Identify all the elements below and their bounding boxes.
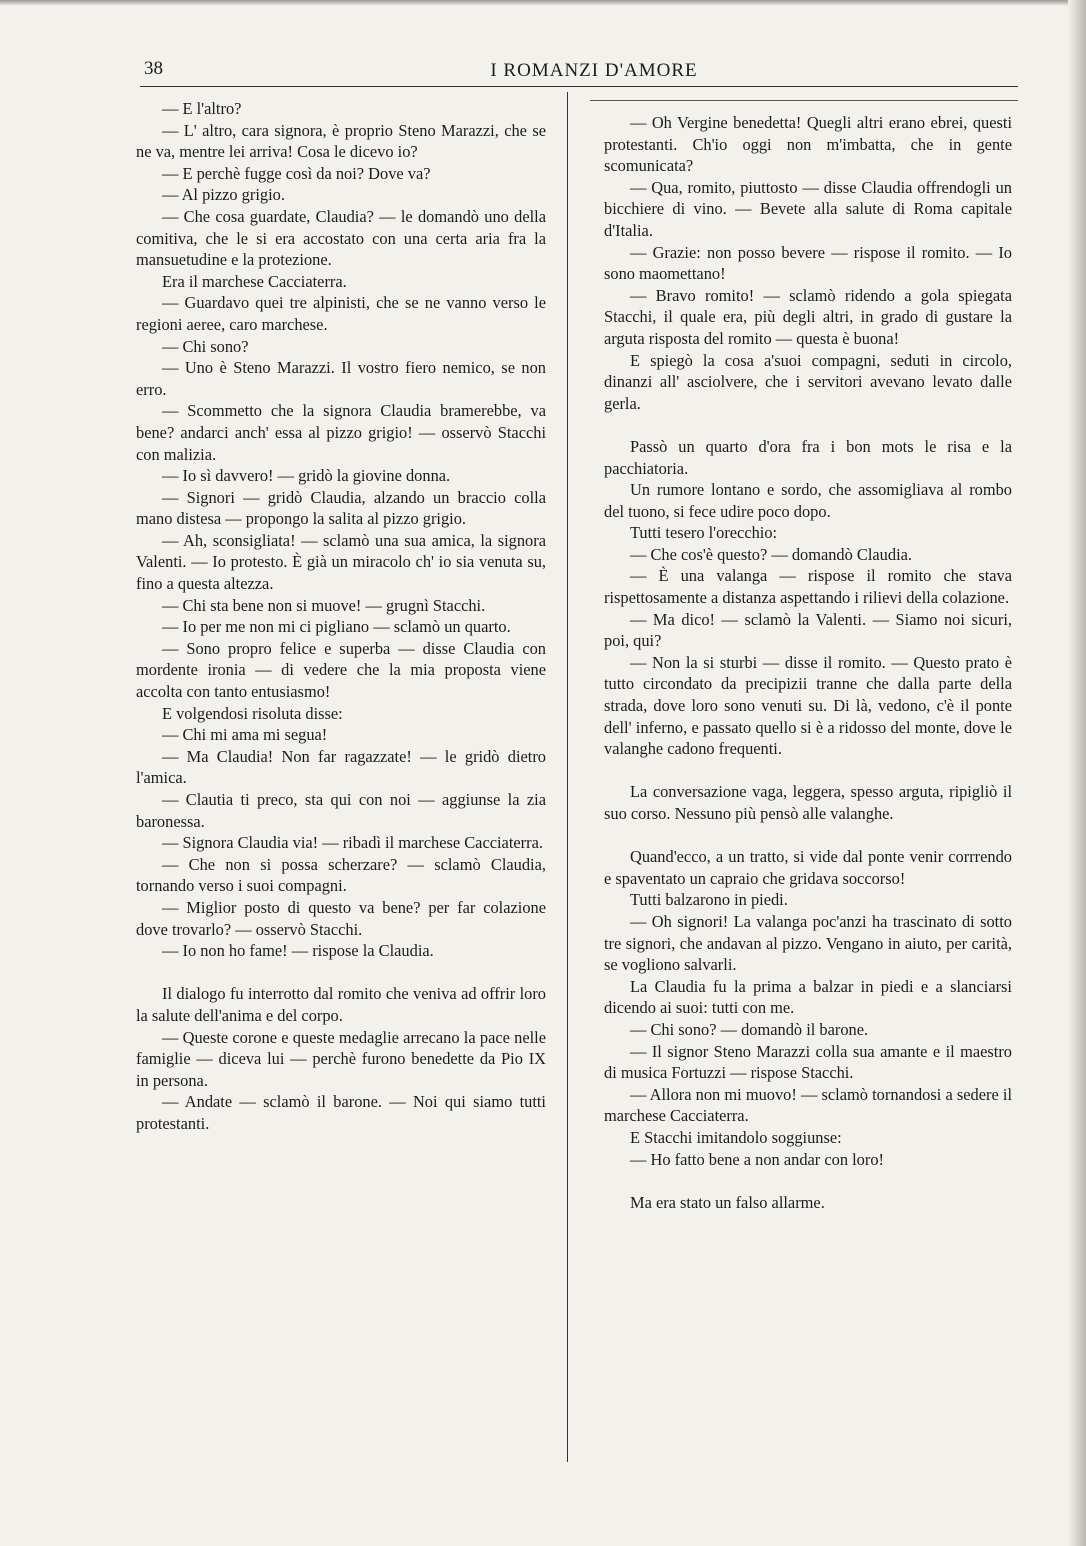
paragraph: — Chi sono? — domandò il barone. [630,1019,869,1039]
paragraph: — Signora Claudia via! — ribadì il marchese Cacciaterra. [162,833,543,853]
paragraph: — Guardavo quei tre alpinisti, che se ne vanno verso le regioni aeree, caro marchese. [136,293,546,334]
right-column [604,112,1012,1213]
paragraph: E Stacchi imitandolo soggiunse: [630,1127,842,1147]
page-header [140,54,1018,88]
page-number: 38 [144,58,163,79]
paragraph: — Che non si possa scherzare? — sclamò Claudia, tornando verso i suoi compagni. [136,854,546,896]
page-edge-shadow-right [1068,0,1086,1546]
paragraph: — Qua, romito, piuttosto — disse Claudia offrendogli un bicchiere di vino. — Bevete alla salute di Roma capitale d'Italia. [604,177,1012,240]
paragraph: — Io non ho fame! — rispose la Claudia. [162,941,434,961]
paragraph: — Ho fatto bene a non andar con loro! [630,1149,884,1169]
paragraph: — Clautia ti preco, sta qui con noi — aggiunse la zia baronessa. [136,790,546,831]
column-divider [567,92,568,1462]
page-edge-shadow [0,0,1086,6]
paragraph: — È una valanga — rispose il romito che stava rispettosamente a distanza aspettando i rilievi della colazione. [604,566,1012,608]
left-column [136,98,546,1135]
paragraph: — Oh signori! La valanga poc'anzi ha trascinato di sotto tre signori, che andavan al pizzo. Vengano in aiuto, per carità, se vogliono salvarli. [604,911,1012,975]
header-rule [140,86,1018,87]
paragraph: — Signori — gridò Claudia, alzando un braccio colla mano distesa — propongo la salita al pizzo grigio. [136,487,546,529]
paragraph: E spiegò la cosa a'suoi compagni, seduti in circolo, dinanzi all' asciolvere, che i servitori avevano levato dalle gerla. [604,350,1012,413]
paragraph: Il dialogo fu interrotto dal romito che veniva ad offrir loro la salute dell'anima e del corpo. [136,984,546,1025]
paragraph: — Non la si sturbi — disse il romito. — Questo prato è tutto circondato da precipizii tranne che dalla parte della strada, dove loro sono venuti su. Di là, vedono, c'è il ponte dell' inferno, e passato quello si è a ridosso del monte, dove le valanghe cadono frequenti. [604,652,1012,759]
paragraph: — Al pizzo grigio. [162,185,285,205]
paragraph: — Chi sono? [162,336,249,356]
paragraph: Un rumore lontano e sordo, che assomigliava al rombo del tuono, si fece udire poco dopo. [604,480,1012,521]
paragraph: — E l'altro? [162,99,242,118]
paragraph: — Che cosa guardate, Claudia? — le domandò uno della comitiva, che le si era accostato con una certa aria fra la mansuetudine e la protezione. [136,206,546,270]
running-title: I ROMANZI D'AMORE [490,60,698,81]
paragraph: — Oh Vergine benedetta! Quegli altri erano ebrei, questi protestanti. Ch'io oggi non m'imbatta, che in gente scomunicata? [604,113,1012,176]
paragraph: — Chi mi ama mi segua! [162,725,328,745]
paragraph: E volgendosi risoluta disse: [162,703,343,723]
paragraph: — Io per me non mi ci pigliano — sclamò un quarto. [162,617,511,637]
paragraph: — Chi sta bene non si muove! — grugnì Stacchi. [162,595,486,615]
paragraph: — Io sì davvero! — gridò la giovine donna. [162,466,451,486]
paragraph: — Ma dico! — sclamò la Valenti. — Siamo noi sicuri, poi, qui? [604,609,1012,651]
paragraph: — E perchè fugge così da noi? Dove va? [162,163,431,183]
paragraph: — Bravo romito! — sclamò ridendo a gola spiegata Stacchi, il quale era, più degli altri, in grado di gustare la arguta risposta del romito — questa è buona! [604,285,1012,348]
paragraph: Tutti balzarono in piedi. [630,890,788,910]
paragraph: Tutti tesero l'orecchio: [630,523,778,543]
paragraph: — Queste corone e queste medaglie arrecano la pace nelle famiglie — diceva lui — perchè furono benedette da Pio IX in persona. [136,1027,546,1090]
paragraph: Quand'ecco, a un tratto, si vide dal ponte venir corrrendo e spaventato un capraio che gridava soccorso! [604,847,1012,888]
paragraph: — Allora non mi muovo! — sclamò tornandosi a sedere il marchese Cacciaterra. [604,1084,1012,1126]
paragraph: La Claudia fu la prima a balzar in piedi e a slanciarsi dicendo ai suoi: tutti con me. [604,976,1012,1018]
paragraph: — Uno è Steno Marazzi. Il vostro fiero nemico, se non erro. [136,358,546,399]
paragraph: La conversazione vaga, leggera, spesso arguta, ripigliò il suo corso. Nessuno più pensò alle valanghe. [604,782,1012,823]
paragraph: — Ah, sconsigliata! — sclamò una sua amica, la signora Valenti. — Io protesto. È già un miracolo ch' io sia venuta su, fino a questa altezza. [136,530,546,594]
paragraph: — Grazie: non posso bevere — rispose il romito. — Io sono maomettano! [604,242,1012,284]
header-rule-right [590,100,1018,101]
paragraph: — Ma Claudia! Non far ragazzate! — le gridò dietro l'amica. [136,746,546,788]
paragraph: Era il marchese Cacciaterra. [162,271,347,291]
paragraph: — L' altro, cara signora, è proprio Steno Marazzi, che se ne va, mentre lei arriva! Cosa le dicevo io? [136,120,546,162]
paragraph: — Andate — sclamò il barone. — Noi qui siamo tutti protestanti. [136,1092,546,1133]
paragraph: — Che cos'è questo? — domandò Claudia. [630,544,912,564]
paragraph: Passò un quarto d'ora fra i bon mots le risa e la pacchiatoria. [604,436,1012,478]
paragraph: Ma era stato un falso allarme. [630,1192,825,1212]
paragraph: — Scommetto che la signora Claudia bramerebbe, va bene? andarci anch' essa al pizzo grigio! — osservò Stacchi con malizia. [136,401,546,464]
paragraph: — Sono propro felice e superba — disse Claudia con mordente ironia — di vedere che la mia proposta viene accolta con tanto entusiasmo! [136,638,546,702]
paragraph: — Miglior posto di questo va bene? per far colazione dove trovarlo? — osservò Stacchi. [136,897,546,939]
paragraph: — Il signor Steno Marazzi colla sua amante e il maestro di musica Fortuzzi — rispose Stacchi. [604,1041,1012,1083]
